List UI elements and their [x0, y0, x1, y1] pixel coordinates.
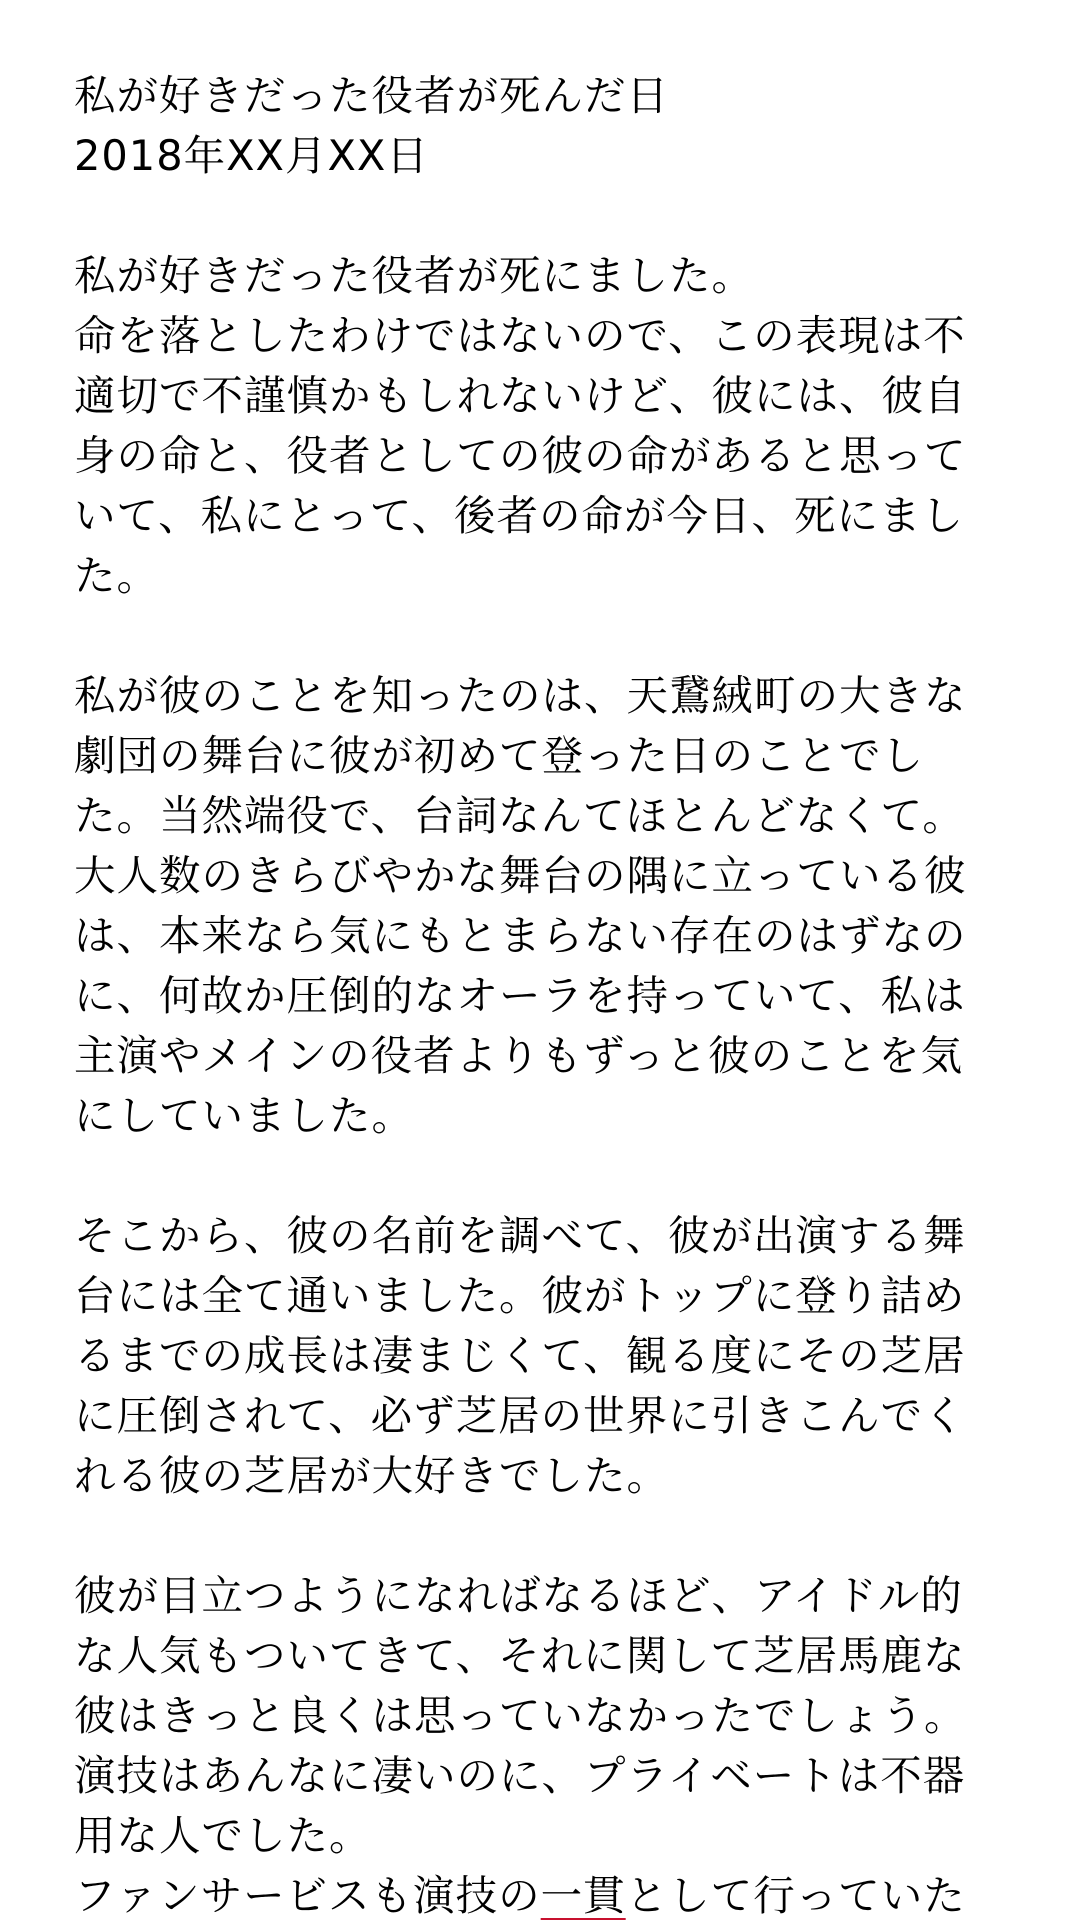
paragraph	[74, 1566, 998, 1866]
text-line: 大人数のきらびやかな舞台の隅に立っている彼	[74, 851, 967, 900]
text-line: れる彼の芝居が大好きでした。	[74, 1451, 670, 1500]
text-line: た。	[74, 551, 160, 600]
text-line: にしていました。	[74, 1091, 415, 1140]
text-line: は、本来なら気にもとまらない存在のはずなの	[74, 911, 967, 960]
text-line: 身の命と、役者としての彼の命があると思って	[74, 431, 967, 480]
text-line: 劇団の舞台に彼が初めて登った日のことでし	[74, 731, 925, 780]
spacer	[74, 186, 998, 246]
text-line: た。当然端役で、台詞なんてほとんどなくて。	[74, 791, 965, 840]
text-line: 演技はあんなに凄いのに、プライベートは不器	[74, 1751, 966, 1800]
spellcheck-underlined-word: 一貫	[540, 1871, 626, 1920]
text-line: 台には全て通いました。彼がトップに登り詰め	[74, 1271, 966, 1320]
text-line: るまでの成長は凄まじくて、観る度にその芝居	[74, 1331, 966, 1380]
text-line: 私が彼のことを知ったのは、天鵞絨町の大きな	[74, 671, 967, 720]
text-line: に圧倒されて、必ず芝居の世界に引きこんでく	[74, 1391, 966, 1440]
document-date: 2018年XX月XX日	[74, 131, 429, 180]
text-line: に、何故か圧倒的なオーラを持っていて、私は	[74, 971, 966, 1020]
text-line: 命を落としたわけではないので、この表現は不	[74, 311, 966, 360]
text-line-partial	[74, 1866, 998, 1926]
text-line: 彼が目立つようになればなるほど、アイドル的	[74, 1571, 963, 1620]
text-line: そこから、彼の名前を調べて、彼が出演する舞	[74, 1211, 966, 1260]
text-line: 主演やメインの役者よりもずっと彼のことを気	[74, 1031, 964, 1080]
paragraph	[74, 666, 998, 1146]
paragraph	[74, 246, 998, 606]
document-body	[74, 66, 998, 1926]
paragraph	[74, 1206, 998, 1506]
text-line: いて、私にとって、後者の命が今日、死にまし	[74, 491, 965, 540]
text-segment: ファンサービスも演技の	[74, 1871, 541, 1920]
spacer	[74, 606, 998, 666]
document-title: 私が好きだった役者が死んだ日	[74, 71, 670, 120]
text-line: 私が好きだった役者が死にました。	[74, 251, 755, 300]
text-line: 用な人でした。	[74, 1811, 372, 1860]
text-segment: として行っていた	[625, 1871, 966, 1920]
text-line: 適切で不謹慎かもしれないけど、彼には、彼自	[74, 371, 967, 420]
text-line: 彼はきっと良くは思っていなかったでしょう。	[74, 1691, 967, 1740]
text-line: な人気もついてきて、それに関して芝居馬鹿な	[74, 1631, 966, 1680]
spacer	[74, 1506, 998, 1566]
spacer	[74, 1146, 998, 1206]
